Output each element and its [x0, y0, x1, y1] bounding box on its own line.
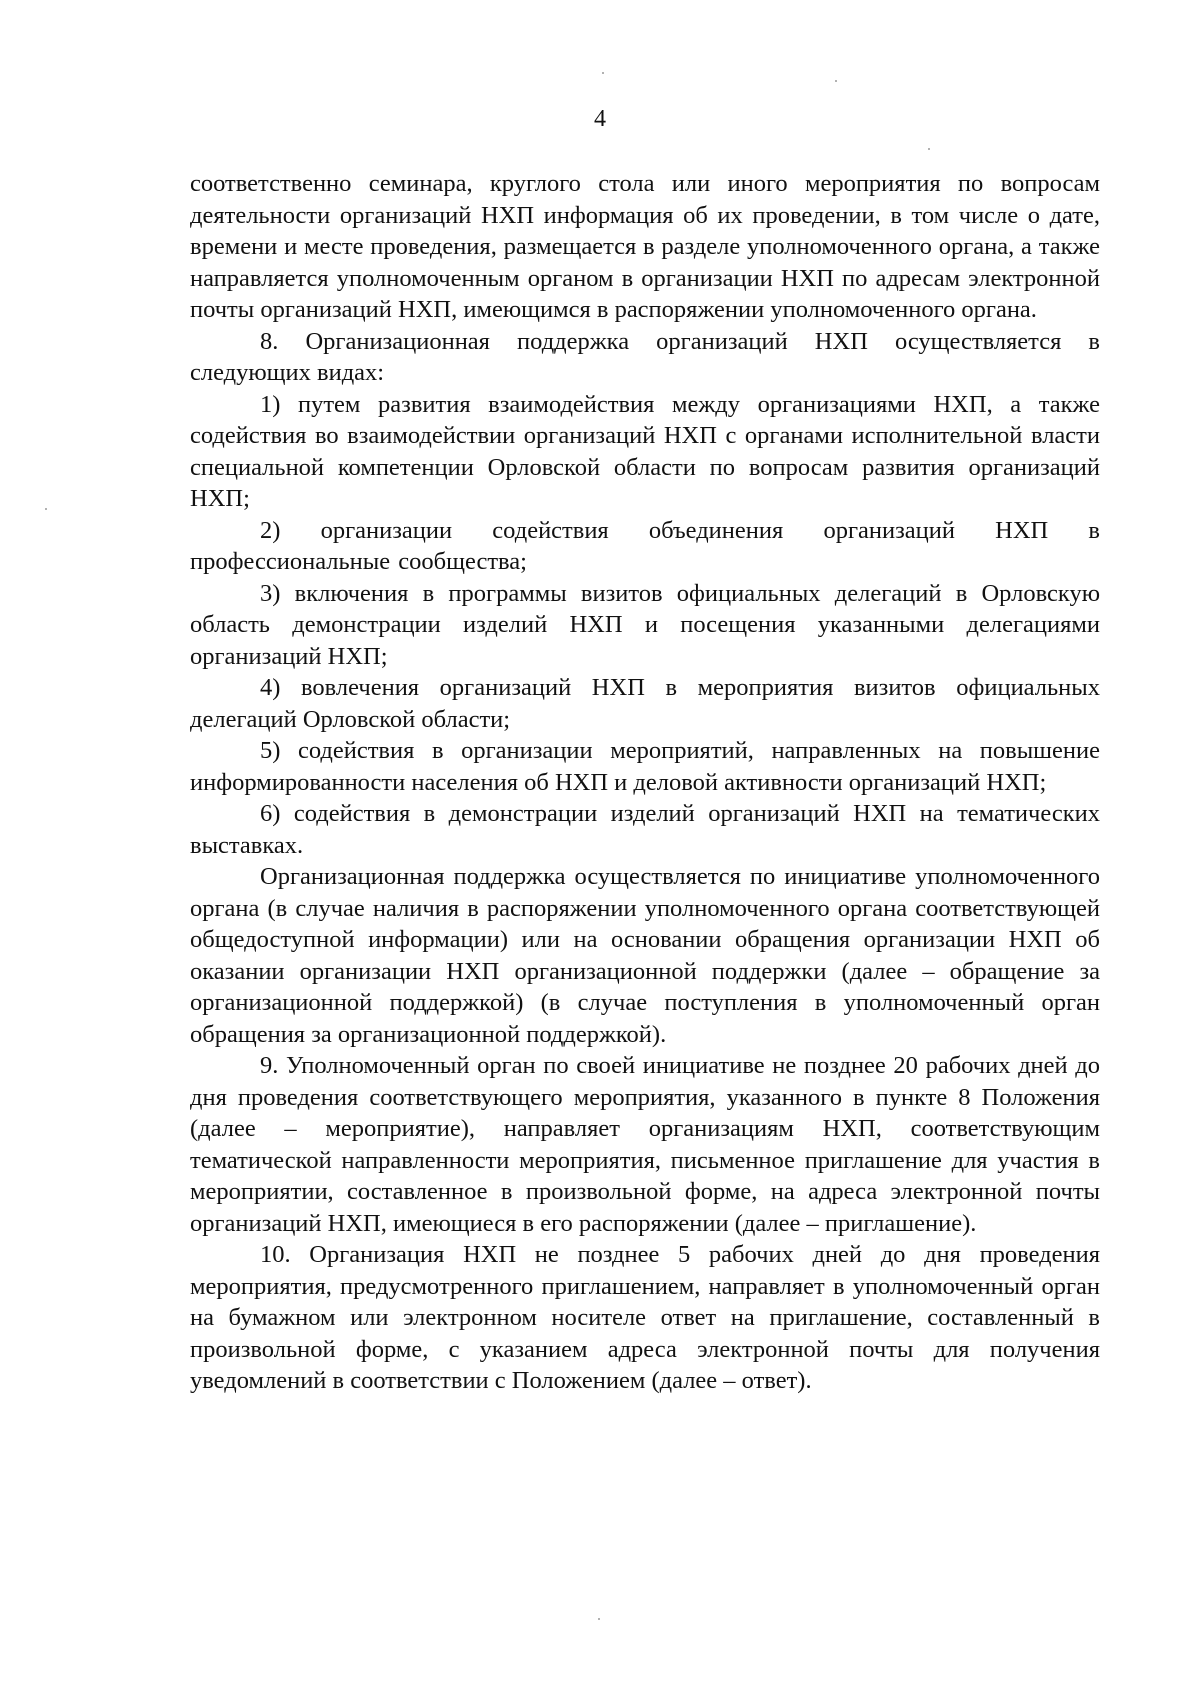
paragraph-organizational-support: Организационная поддержка осуществляется по инициативе уполномоченного органа (в случае наличия в распоряжении уполномоченного органа соответствующей общедоступной информации) или на основании обращения организации НХП об оказании организации НХП организационной поддержки (далее – обращение за организационной поддержкой) (в случае поступления в уполномоченный орган обращения за организационной поддержкой).: [190, 863, 1100, 1048]
list-item-1: 1) путем развития взаимодействия между организациями НХП, а также содействия во взаимодействии организаций НХП с органами исполнительной власти специальной компетенции Орловской области по вопросам развития организаций НХП;: [190, 390, 1100, 512]
scan-speck: [928, 148, 930, 150]
scan-speck: [598, 1618, 600, 1620]
scan-speck: [45, 508, 47, 510]
list-item-3: 3) включения в программы визитов официальных делегаций в Орловскую область демонстрации изделий НХП и посещения указанными делегациями организаций НХП;: [190, 579, 1100, 670]
list-item-5: 5) содействия в организации мероприятий, направленных на повышение информированности населения об НХП и деловой активности организаций НХП;: [190, 737, 1100, 796]
page-number: 4: [594, 106, 606, 132]
scan-speck: [602, 72, 604, 74]
document-body: [190, 168, 1100, 1397]
list-item-6: 6) содействия в демонстрации изделий организаций НХП на тематических выставках.: [190, 800, 1100, 859]
paragraph-item-8: 8. Организационная поддержка организаций НХП осуществляется в следующих видах:: [190, 327, 1100, 386]
paragraph-item-9: 9. Уполномоченный орган по своей инициативе не позднее 20 рабочих дней до дня проведения соответствующего мероприятия, указанного в пункте 8 Положения (далее – мероприятие), направляет организациям НХП, соответствующим тематической направленности мероприятия, письменное приглашение для участия в мероприятии, составленное в произвольной форме, на адреса электронной почты организаций НХП, имеющиеся в его распоряжении (далее – приглашение).: [190, 1052, 1100, 1237]
scan-speck: [835, 80, 837, 82]
paragraph-item-10: 10. Организация НХП не позднее 5 рабочих дней до дня проведения мероприятия, предусмотренного приглашением, направляет в уполномоченный орган на бумажном или электронном носителе ответ на приглашение, составленный в произвольной форме, с указанием адреса электронной почты для получения уведомлений в соответствии с Положением (далее – ответ).: [190, 1241, 1100, 1394]
list-item-4: 4) вовлечения организаций НХП в мероприятия визитов официальных делегаций Орловской области;: [190, 674, 1100, 733]
paragraph-continuation: соответственно семинара, круглого стола или иного мероприятия по вопросам деятельности организаций НХП информация об их проведении, в том числе о дате, времени и месте проведения, размещается в разделе уполномоченного органа, а также направляется уполномоченным органом в организации НХП по адресам электронной почты организаций НХП, имеющимся в распоряжении уполномоченного органа.: [190, 170, 1100, 323]
list-item-2: 2) организации содействия объединения организаций НХП в профессиональные сообщества;: [190, 516, 1100, 575]
